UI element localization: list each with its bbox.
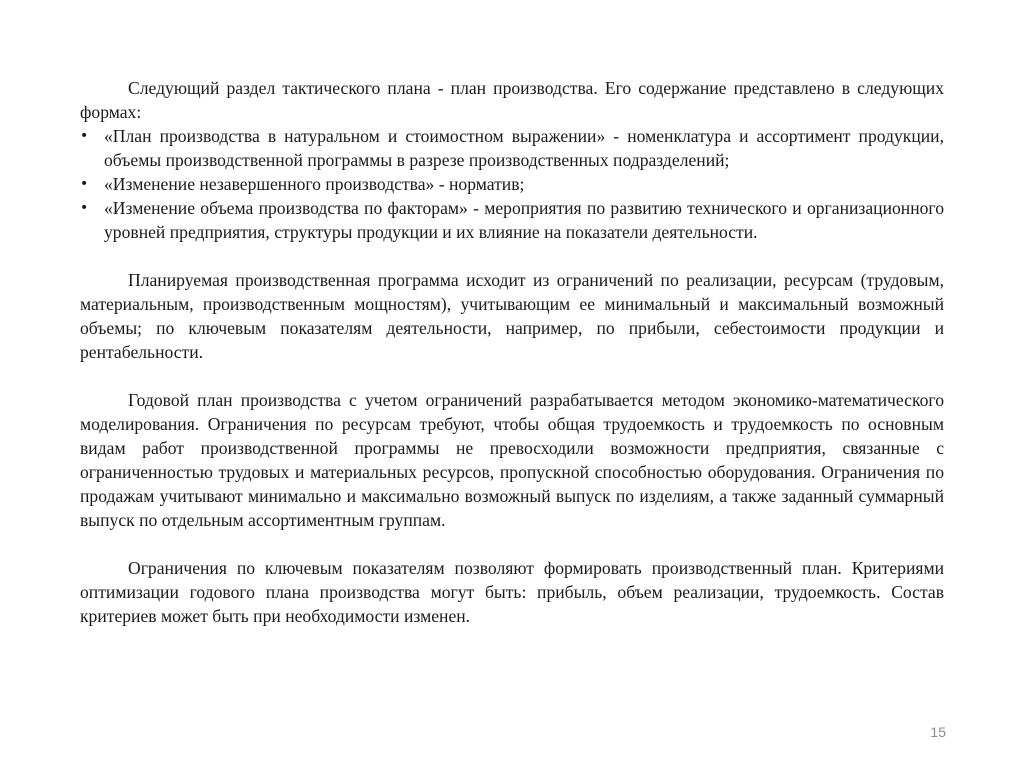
bullet-icon: • (80, 200, 89, 216)
page-number: 15 (930, 724, 946, 740)
bullet-list (80, 124, 944, 244)
paragraph-spacer (80, 244, 944, 268)
slide-text-body (80, 76, 944, 628)
bullet-icon: • (80, 128, 89, 144)
paragraph-spacer (80, 364, 944, 388)
bullet-text: «Изменение объема производства по факторам» - мероприятия по развитию технического и организационного уровней предприятия, структуры продукции и их влияние на показатели деятельности. (104, 198, 944, 242)
bullet-text: «Изменение незавершенного производства» - норматив; (104, 174, 525, 194)
intro-paragraph: Следующий раздел тактического плана - план производства. Его содержание представлено в следующих формах: (80, 78, 944, 122)
paragraph-annual-plan: Годовой план производства с учетом ограничений разрабатывается методом экономико-математического моделирования. Ограничения по ресурсам требуют, чтобы общая трудоемкость и трудоемкость по основным видам работ производственной программы не превосходили возможности предприятия, связанные с ограниченностью трудовых и материальных ресурсов, пропускной способностью оборудования. Ограничения по продажам учитывают минимально и максимально возможный выпуск по изделиям, а также заданный суммарный выпуск по отдельным ассортиментным группам. (80, 390, 944, 530)
paragraph-production-program: Планируемая производственная программа исходит из ограничений по реализации, ресурсам (трудовым, материальным, производственным мощностям), учитывающим ее минимальный и максимальный возможный объемы; по ключевым показателям деятельности, например, по прибыли, себестоимости продукции и рентабельности. (80, 270, 944, 362)
bullet-icon: • (80, 176, 89, 192)
bullet-item (80, 172, 944, 196)
bullet-text: «План производства в натуральном и стоимостном выражении» - номенклатура и ассортимент продукции, объемы производственной программы в разрезе производственных подразделений; (104, 126, 944, 170)
bullet-item (80, 124, 944, 172)
bullet-item (80, 196, 944, 244)
paragraph-spacer (80, 532, 944, 556)
paragraph-criteria: Ограничения по ключевым показателям позволяют формировать производственный план. Критериями оптимизации годового плана производства могут быть: прибыль, объем реализации, трудоемкость. Состав критериев может быть при необходимости изменен. (80, 558, 944, 626)
